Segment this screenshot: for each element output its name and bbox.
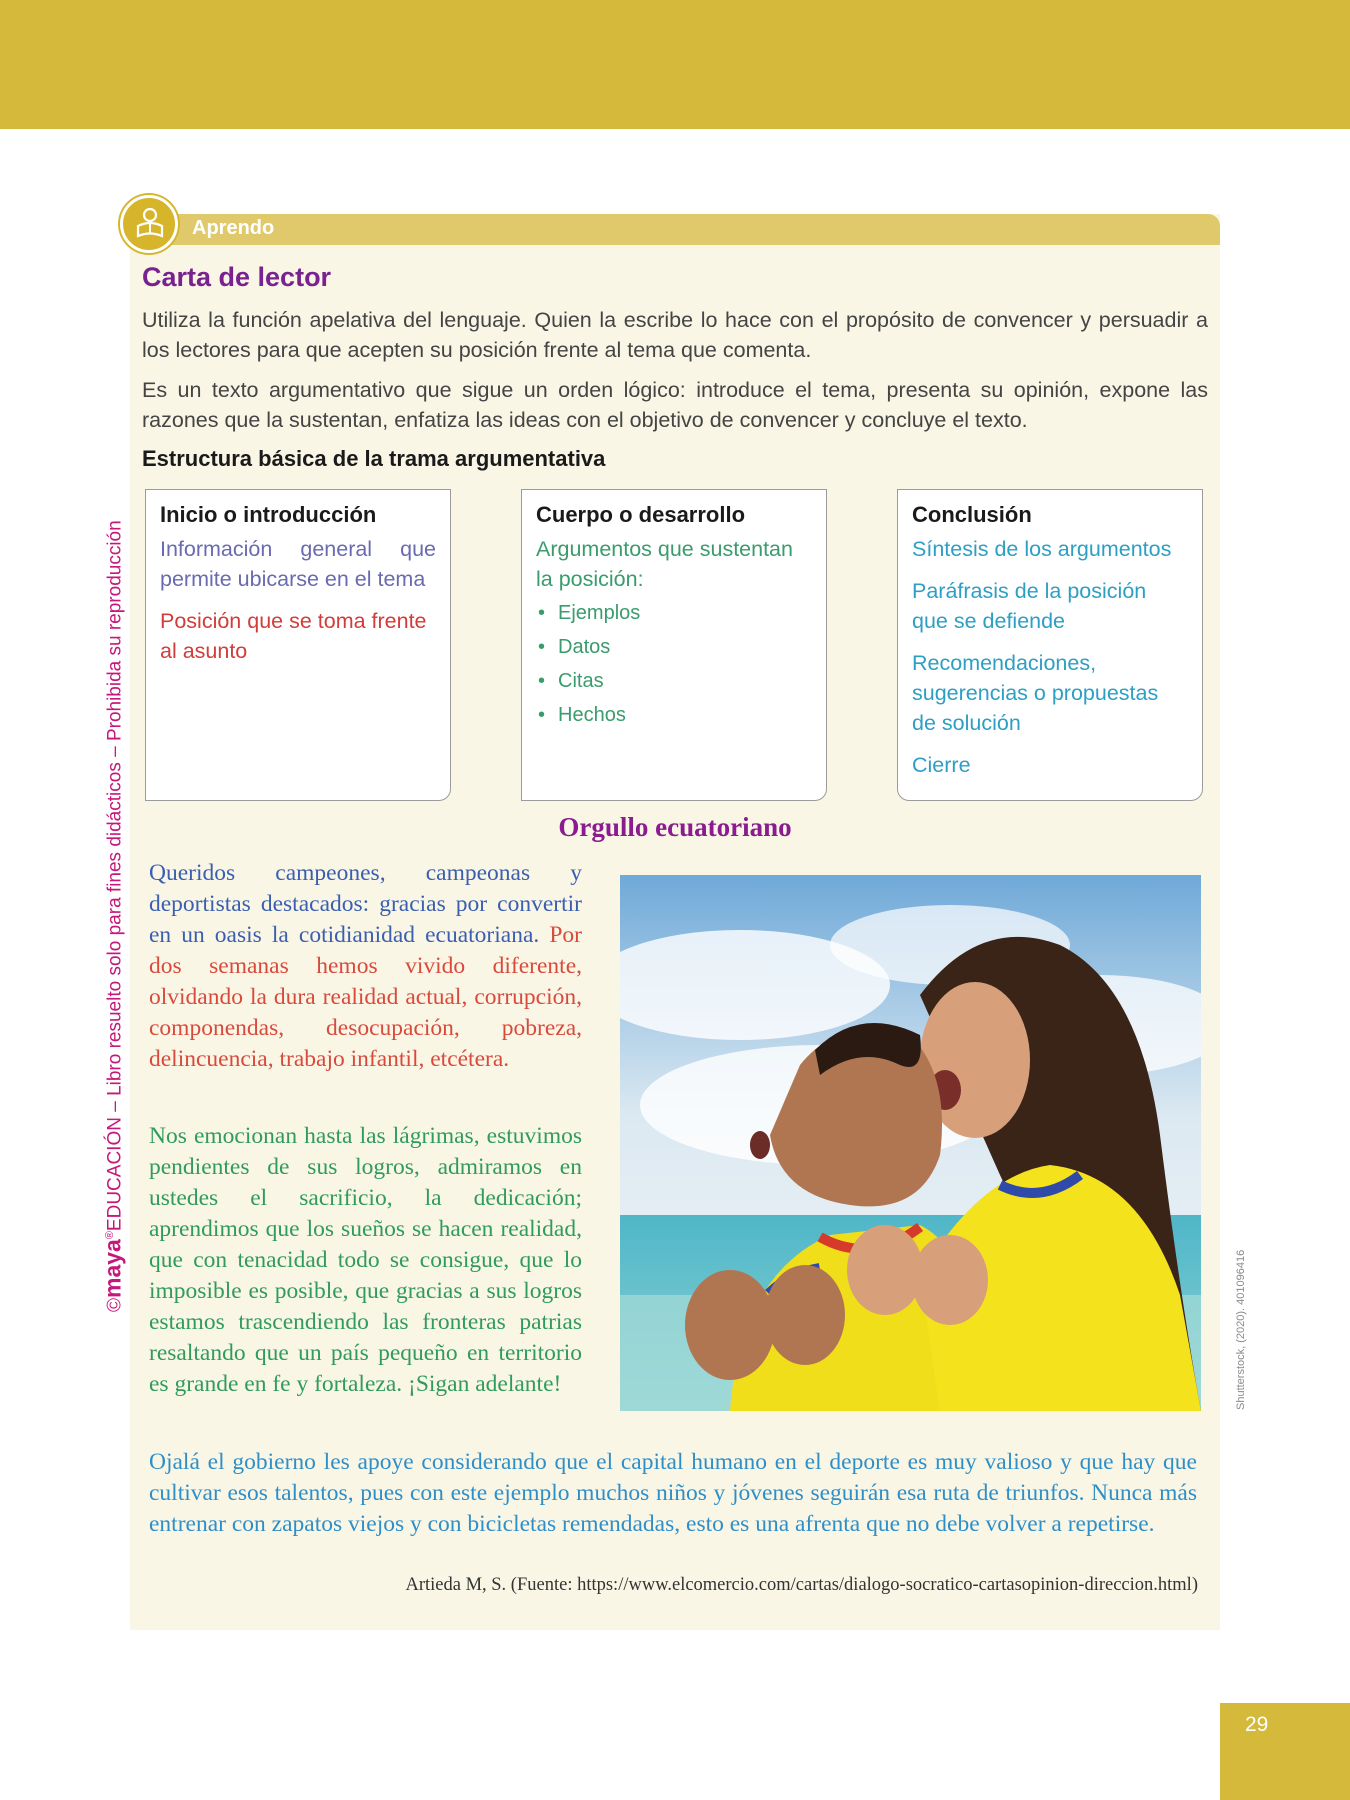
fans-cheering-photo — [620, 875, 1201, 1411]
conclusion-box-heading: Conclusión — [912, 502, 1032, 527]
letter-greeting: Queridos campeones, campeonas y deportistas destacados: gracias por convertir en un oasis la cotidianidad ecuatoriana. — [149, 860, 582, 948]
letter-paragraph-2: Nos emocionan hasta las lágrimas, estuvimos pendientes de sus logros, admiramos en ustedes el sacrificio, la dedicación; aprendimos que los sueños se hacen realidad, que con tenacidad todo se consigue, que lo imposible es posible, que gracias a sus logros estamos trascendiendo las fronteras patrias resaltando que un país pequeño en territorio es grande en fe y fortaleza. ¡Sigan adelante! — [149, 1123, 582, 1397]
credit-text: EDUCACIÓN – Libro resuelto solo para fines didácticos – Prohibida su reproducción — [104, 520, 126, 1232]
body-box-heading: Cuerpo o desarrollo — [536, 502, 746, 527]
letter-source: Artieda M, S. (Fuente: https://www.elcomercio.com/cartas/dialogo-socratico-cartasopinion-direccion.html) — [405, 1575, 1198, 1595]
side-copyright-credit — [96, 492, 124, 1312]
letter-paragraph-3: Ojalá el gobierno les apoye considerando que el capital humano en el deporte es muy valioso y que hay que cultivar esos talentos, pues con este ejemplo muchos niños y jóvenes seguirán esa ruta de triunfos. Nunca más entrenar con zapatos viejos y con bicicletas remendadas, esto es una afrenta que no debe volver a repetirse. — [149, 1449, 1197, 1537]
intro-paragraph-2: Es un texto argumentativo que sigue un orden lógico: introduce el tema, presenta su opinión, expone las razones que la sustentan, enfatiza las ideas con el objetivo de convencer y concluye el texto. — [142, 378, 1208, 432]
list-item: • Ejemplos — [536, 596, 812, 630]
body-box-lead: Argumentos que sustentan la posición: — [536, 537, 793, 591]
intro-box-heading: Inicio o introducción — [160, 502, 377, 527]
brand-name: maya — [99, 1239, 126, 1298]
conclusion-box — [897, 489, 1203, 801]
intro-box-item: Información general que permite ubicarse en el tema — [160, 537, 436, 591]
structure-heading: Estructura básica de la trama argumentativa — [142, 446, 606, 471]
section-header-strip — [130, 214, 1220, 245]
intro-box — [145, 489, 451, 801]
reading-person-icon — [133, 206, 167, 242]
body-box-list — [536, 596, 812, 732]
conclusion-box-item: Síntesis de los argumentos — [912, 537, 1172, 561]
section-badge — [120, 195, 178, 253]
intro-paragraph-1: Utiliza la función apelativa del lenguaje. Quien la escribe lo hace con el propósito de convencer y persuadir a los lectores para que acepten su posición frente al tema que comenta. — [142, 308, 1208, 362]
page-title: Carta de lector — [142, 262, 332, 292]
registered-mark: ® — [104, 1231, 116, 1240]
copyright-symbol: © — [104, 1298, 126, 1312]
photo-credit: Shutterstock, (2020). 401096416 — [1235, 1249, 1247, 1410]
letter-paragraph-1 — [149, 858, 582, 1075]
page-number: 29 — [1245, 1713, 1269, 1736]
list-item: • Hechos — [536, 698, 812, 732]
list-item: • Datos — [536, 630, 812, 664]
page-number-box — [1220, 1703, 1350, 1800]
intro-box-item: Posición que se toma frente al asunto — [160, 609, 427, 663]
section-label: Aprendo — [192, 217, 275, 239]
letter-context: Por dos semanas hemos vivido diferente, olvidando la dura realidad actual, corrupción, componendas, desocupación, pobreza, delincuencia, trabajo infantil, etcétera. — [149, 922, 582, 1072]
letter-title: Orgullo ecuatoriano — [558, 812, 792, 842]
conclusion-box-item: Paráfrasis de la posición que se defiende — [912, 579, 1147, 633]
top-color-band — [0, 0, 1350, 129]
list-item: • Citas — [536, 664, 812, 698]
conclusion-box-item: Recomendaciones, sugerencias o propuestas de solución — [912, 651, 1159, 735]
conclusion-box-item: Cierre — [912, 753, 971, 777]
body-box — [521, 489, 827, 801]
